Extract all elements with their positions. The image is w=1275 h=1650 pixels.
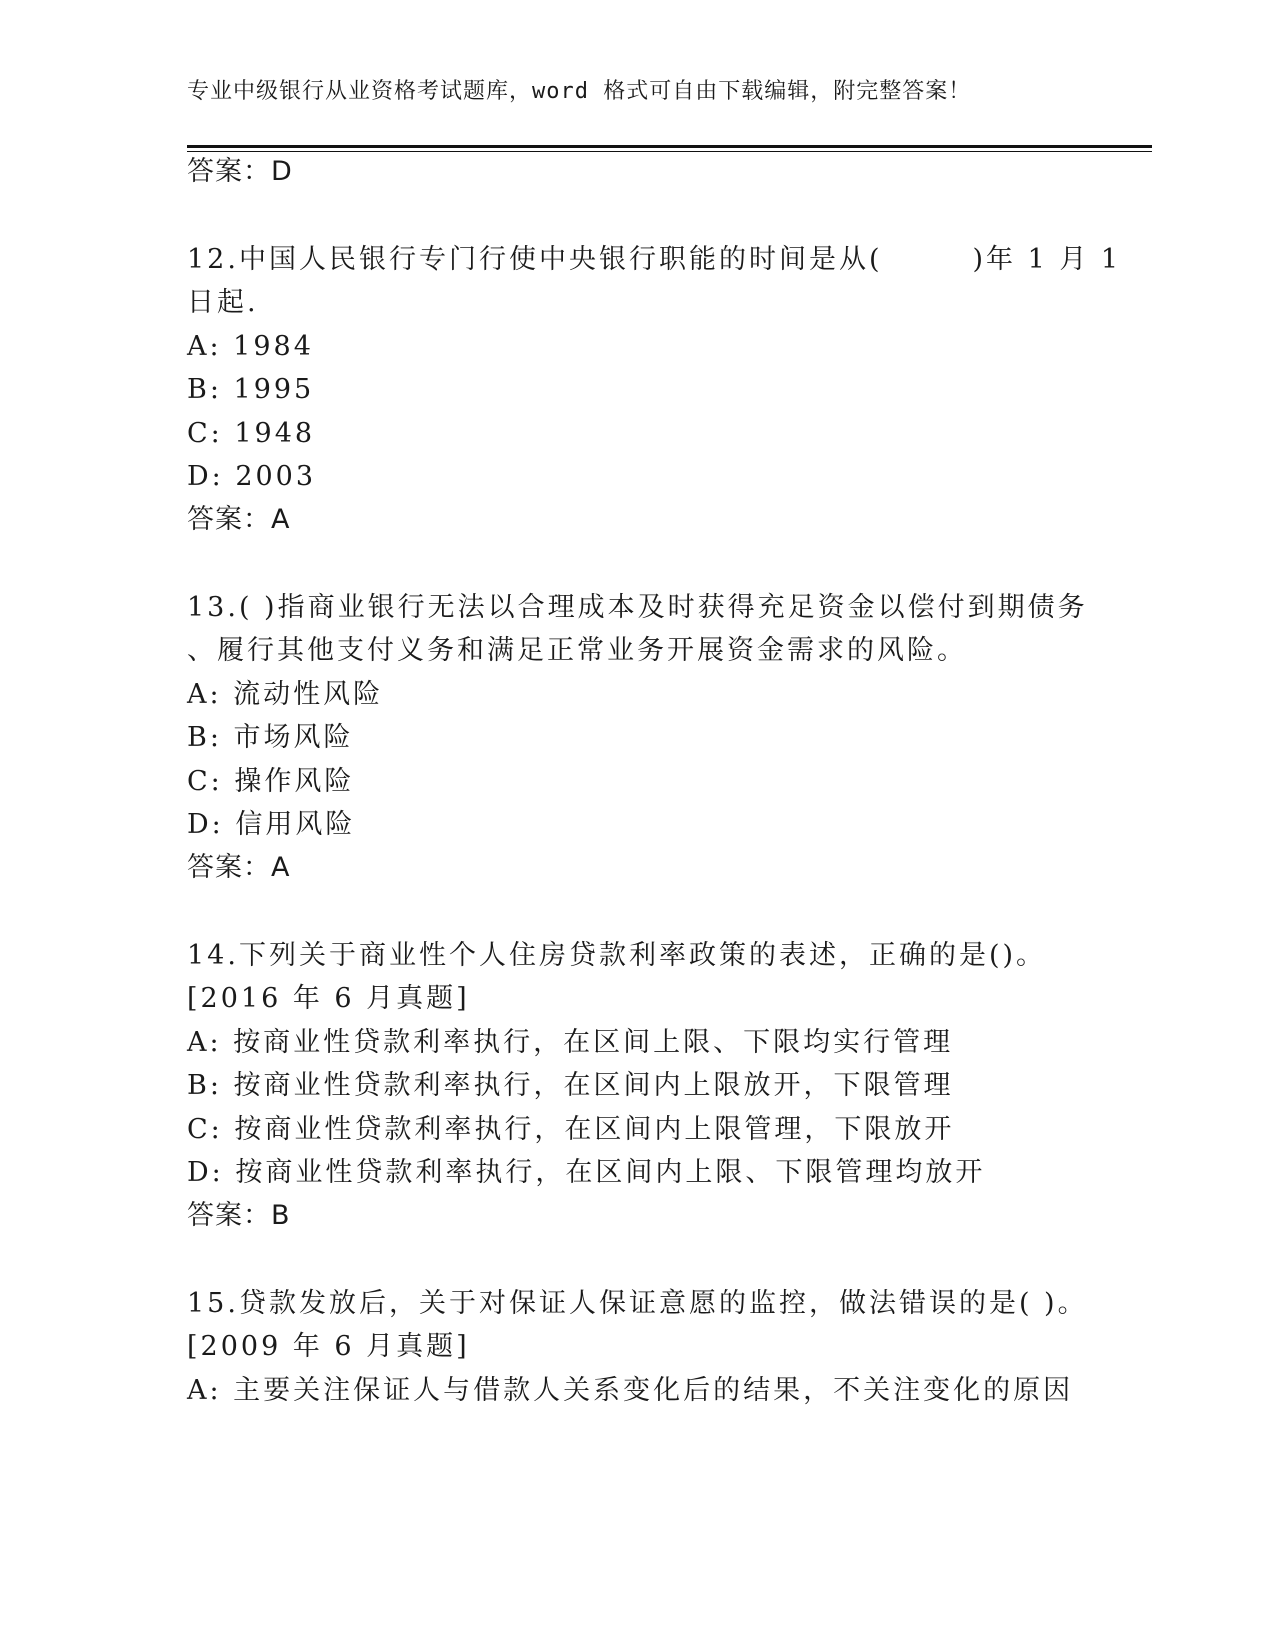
q13-option-c: C: 操作风险 bbox=[187, 766, 355, 797]
q15-stem-line1: 15.贷款发放后，关于对保证人保证意愿的监控，做法错误的是( )。 bbox=[187, 1288, 1088, 1319]
q13-option-a: A: 流动性风险 bbox=[187, 679, 384, 710]
q13-answer: 答案：A bbox=[187, 852, 291, 883]
q12-answer: 答案：A bbox=[187, 504, 291, 535]
q15-stem-line2: [2009 年 6 月真题] bbox=[187, 1331, 470, 1362]
q12-option-b: B: 1995 bbox=[187, 374, 315, 405]
q12-stem-line2: 日起. bbox=[187, 287, 259, 318]
page-header: 专业中级银行从业资格考试题库，word 格式可自由下载编辑，附完整答案！ bbox=[187, 79, 972, 104]
q12-option-a: A: 1984 bbox=[187, 331, 314, 362]
q14-option-d: D: 按商业性贷款利率执行，在区间内上限、下限管理均放开 bbox=[187, 1157, 986, 1188]
q14-answer: 答案：B bbox=[187, 1200, 291, 1231]
q14-option-a: A: 按商业性贷款利率执行，在区间上限、下限均实行管理 bbox=[187, 1027, 954, 1058]
header-divider-thin bbox=[187, 151, 1152, 152]
q13-stem-line2: 、履行其他支付义务和满足正常业务开展资金需求的风险。 bbox=[187, 635, 967, 666]
q12-stem-line1: 12.中国人民银行专门行使中央银行职能的时间是从( )年 1 月 1 bbox=[187, 244, 1122, 275]
q14-stem-line1: 14.下列关于商业性个人住房贷款利率政策的表述，正确的是()。 bbox=[187, 940, 1047, 971]
q12-option-d: D: 2003 bbox=[187, 461, 317, 492]
q13-option-d: D: 信用风险 bbox=[187, 809, 356, 840]
q12-option-c: C: 1948 bbox=[187, 418, 316, 449]
q15-option-a: A: 主要关注保证人与借款人关系变化后的结果，不关注变化的原因 bbox=[187, 1375, 1074, 1406]
q14-option-b: B: 按商业性贷款利率执行，在区间内上限放开，下限管理 bbox=[187, 1070, 954, 1101]
q14-option-c: C: 按商业性贷款利率执行，在区间内上限管理，下限放开 bbox=[187, 1114, 955, 1145]
q13-stem-line1: 13.( )指商业银行无法以合理成本及时获得充足资金以偿付到期债务 bbox=[187, 592, 1088, 623]
previous-answer: 答案：D bbox=[187, 156, 293, 187]
header-divider-thick bbox=[187, 145, 1152, 148]
q13-option-b: B: 市场风险 bbox=[187, 722, 354, 753]
q14-stem-line2: [2016 年 6 月真题] bbox=[187, 983, 470, 1014]
